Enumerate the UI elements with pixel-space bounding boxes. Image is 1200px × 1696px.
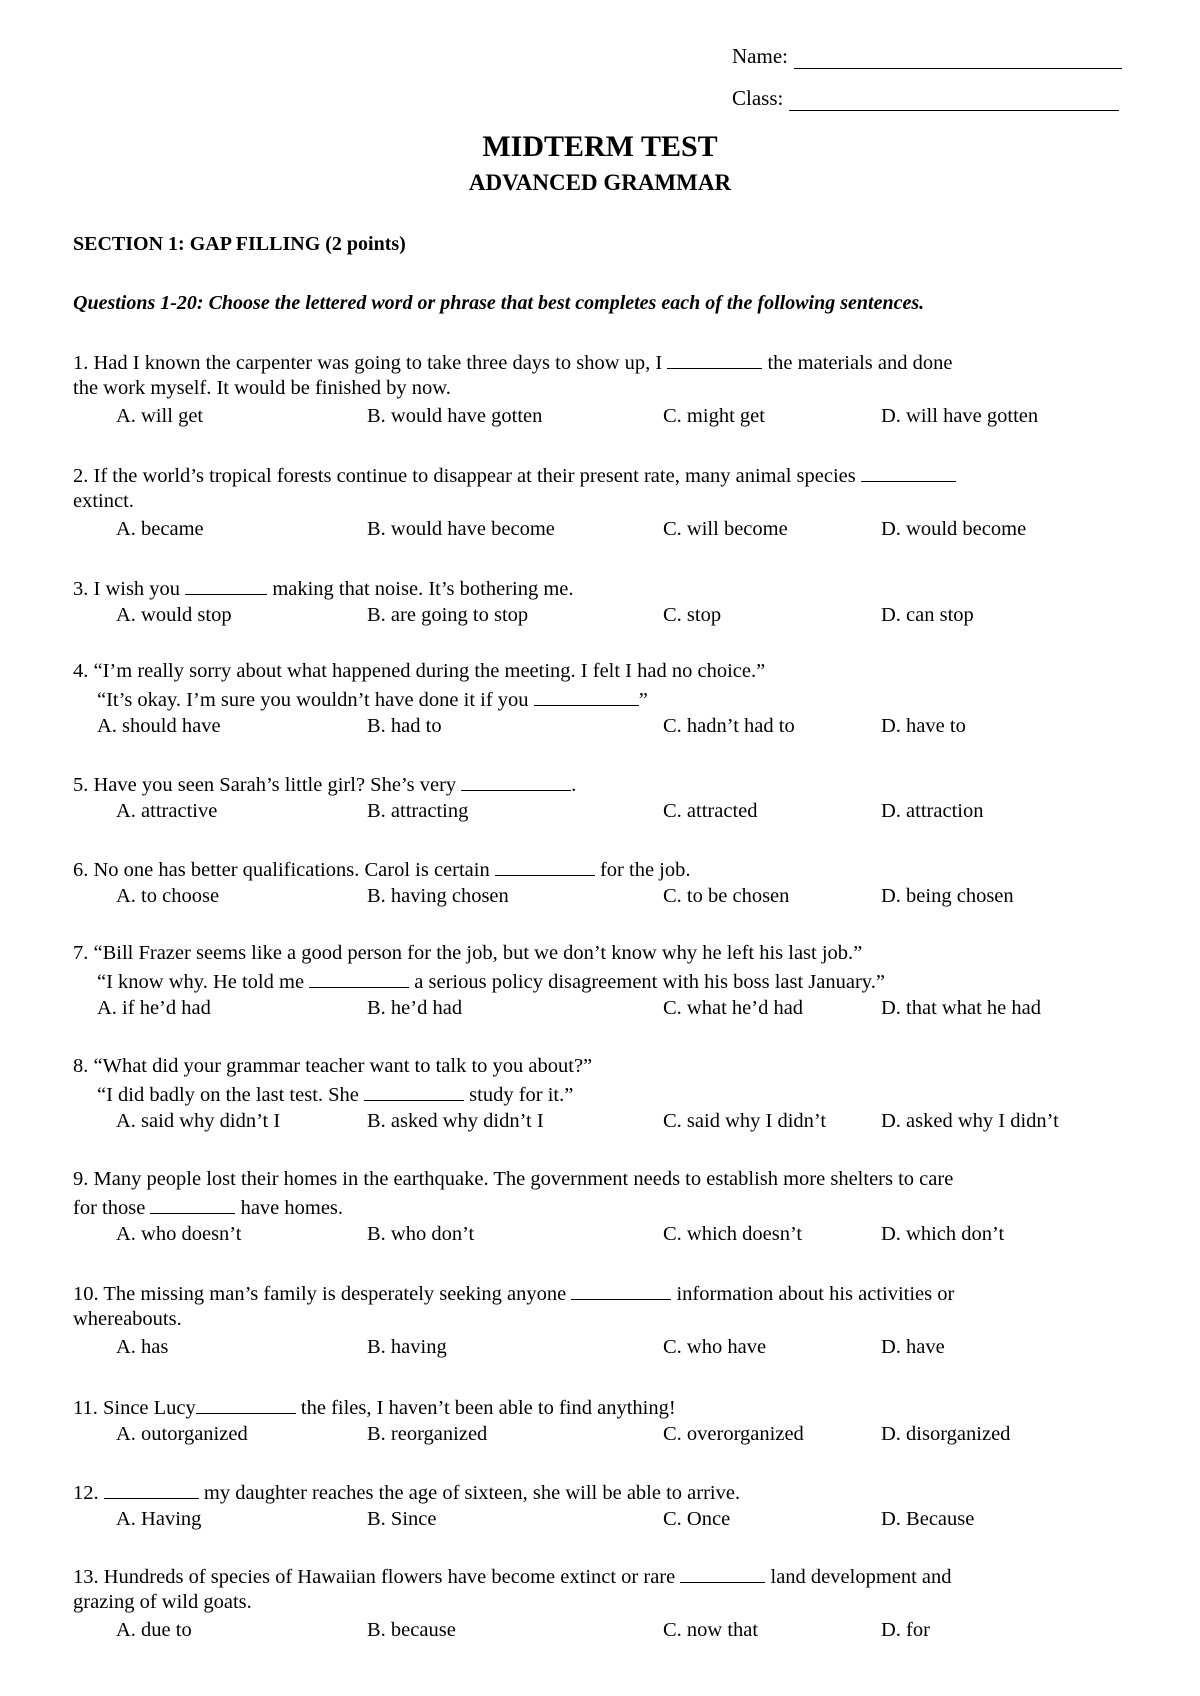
answer-option-c[interactable]: C. said why I didn’t [663, 1110, 827, 1132]
answer-option-c[interactable]: C. hadn’t had to [663, 715, 795, 737]
name-label: Name: [732, 44, 788, 68]
answer-blank[interactable] [461, 770, 571, 791]
answer-blank[interactable] [534, 685, 639, 706]
question-5 [73, 770, 1133, 825]
answer-options [73, 515, 1133, 543]
answer-option-a[interactable]: A. would stop [116, 604, 232, 626]
answer-blank[interactable] [309, 967, 409, 988]
question-1 [73, 348, 1133, 430]
question-text-line [73, 855, 1133, 882]
answer-option-d[interactable]: D. which don’t [881, 1223, 1005, 1245]
answer-option-d[interactable]: D. will have gotten [881, 405, 1039, 427]
question-text: 11. Since Lucy [73, 1397, 196, 1419]
answer-option-b[interactable]: B. attracting [367, 800, 469, 822]
question-text: ” [638, 689, 648, 711]
answer-option-a[interactable]: A. said why didn’t I [116, 1110, 281, 1132]
question-text: 3. I wish you [73, 578, 186, 600]
question-text: a serious policy disagreement with his boss last January.” [409, 971, 885, 993]
question-text: making that noise. It’s bothering me. [267, 578, 574, 600]
answer-option-b[interactable]: B. asked why didn’t I [367, 1110, 544, 1132]
answer-option-b[interactable]: B. would have become [367, 518, 555, 540]
question-8 [73, 1053, 1133, 1135]
class-blank[interactable] [789, 90, 1119, 111]
answer-option-a[interactable]: A. should have [97, 715, 221, 737]
answer-option-b[interactable]: B. are going to stop [367, 604, 529, 626]
question-text-line [73, 1306, 1133, 1333]
question-7 [73, 940, 1133, 1022]
question-text: 9. Many people lost their homes in the earthquake. The government needs to establish more shelters to care [73, 1168, 954, 1190]
question-text: grazing of wild goats. [73, 1591, 252, 1613]
answer-option-b[interactable]: B. having [367, 1336, 447, 1358]
answer-option-b[interactable]: B. had to [367, 715, 442, 737]
answer-option-b[interactable]: B. who don’t [367, 1223, 475, 1245]
answer-option-a[interactable]: A. will get [116, 405, 204, 427]
question-text-line [73, 488, 1133, 515]
answer-option-a[interactable]: A. who doesn’t [116, 1223, 242, 1245]
answer-option-d[interactable]: D. have to [881, 715, 966, 737]
answer-options [73, 1107, 1133, 1135]
answer-option-b[interactable]: B. would have gotten [367, 405, 543, 427]
answer-options [73, 882, 1133, 910]
answer-options [73, 1616, 1133, 1644]
question-text-line [73, 967, 1133, 994]
class-field-row [732, 86, 1119, 111]
answer-options [73, 1333, 1133, 1361]
answer-option-c[interactable]: C. attracted [663, 800, 758, 822]
answer-option-c[interactable]: C. Once [663, 1508, 731, 1530]
answer-option-c[interactable]: C. who have [663, 1336, 767, 1358]
question-text: 4. “I’m really sorry about what happened during the meeting. I felt I had no choice.” [73, 660, 766, 682]
answer-option-d[interactable]: D. for [881, 1619, 930, 1641]
question-text: 10. The missing man’s family is desperately seeking anyone [73, 1283, 572, 1305]
question-10 [73, 1279, 1133, 1361]
answer-options [73, 402, 1133, 430]
answer-blank[interactable] [571, 1279, 671, 1300]
question-text-line [73, 1080, 1133, 1107]
question-text-line [73, 461, 1133, 488]
answer-option-a[interactable]: A. Having [116, 1508, 202, 1530]
question-text: 8. “What did your grammar teacher want to talk to you about?” [73, 1055, 593, 1077]
question-text: “I did badly on the last test. She [97, 1084, 365, 1106]
question-text-line [73, 1562, 1133, 1589]
question-text: 13. Hundreds of species of Hawaiian flowers have become extinct or rare [73, 1566, 681, 1588]
question-text: whereabouts. [73, 1308, 182, 1330]
answer-option-d[interactable]: D. disorganized [881, 1423, 1011, 1445]
answer-option-c[interactable]: C. now that [663, 1619, 759, 1641]
answer-option-c[interactable]: C. what he’d had [663, 997, 804, 1019]
answer-option-c[interactable]: C. might get [663, 405, 765, 427]
class-label: Class: [732, 86, 784, 110]
question-9 [73, 1166, 1133, 1248]
answer-blank[interactable] [680, 1562, 765, 1583]
answer-option-a[interactable]: A. due to [116, 1619, 192, 1641]
answer-option-a[interactable]: A. outorganized [116, 1423, 248, 1445]
question-11 [73, 1393, 1133, 1448]
question-text-line [73, 1166, 1133, 1193]
answer-option-a[interactable]: A. to choose [116, 885, 220, 907]
question-text-line [73, 1393, 1133, 1420]
question-text: the materials and done [762, 352, 953, 374]
question-text-line [73, 770, 1133, 797]
answer-options [73, 1505, 1133, 1533]
question-text-line [73, 1053, 1133, 1080]
answer-option-b[interactable]: B. he’d had [367, 997, 463, 1019]
question-text: . [571, 774, 577, 796]
answer-option-d[interactable]: D. attraction [881, 800, 984, 822]
answer-option-d[interactable]: D. have [881, 1336, 945, 1358]
question-6 [73, 855, 1133, 910]
answer-options [73, 797, 1133, 825]
question-12 [73, 1478, 1133, 1533]
question-text: the work myself. It would be finished by now. [73, 377, 451, 399]
question-text: “I know why. He told me [97, 971, 310, 993]
answer-option-c[interactable]: C. which doesn’t [663, 1223, 803, 1245]
question-text-line [73, 348, 1133, 375]
question-4 [73, 658, 1133, 740]
answer-blank[interactable] [196, 1393, 296, 1414]
question-text-line [73, 1478, 1133, 1505]
answer-option-a[interactable]: A. became [116, 518, 204, 540]
section-title: SECTION 1: GAP FILLING (2 points) [73, 233, 406, 255]
answer-blank[interactable] [861, 461, 956, 482]
question-3 [73, 574, 1133, 629]
answer-option-a[interactable]: A. has [116, 1336, 169, 1358]
answer-option-d[interactable]: D. that what he had [881, 997, 1041, 1019]
question-text-line [73, 940, 1133, 967]
answer-blank[interactable] [364, 1080, 464, 1101]
answer-options [73, 1420, 1133, 1448]
answer-blank[interactable] [104, 1478, 199, 1499]
question-text: study for it.” [464, 1084, 574, 1106]
question-text-line [73, 1589, 1133, 1616]
question-2 [73, 461, 1133, 543]
answer-options [73, 994, 1133, 1022]
answer-option-d[interactable]: D. Because [881, 1508, 975, 1530]
answer-options [73, 601, 1133, 629]
name-field-row [732, 44, 1122, 69]
question-text: the files, I haven’t been able to find anything! [295, 1397, 676, 1419]
answer-blank[interactable] [495, 855, 595, 876]
page-title: MIDTERM TEST [482, 130, 718, 163]
answer-option-a[interactable]: A. if he’d had [97, 997, 211, 1019]
question-text-line [73, 375, 1133, 402]
answer-options [73, 1220, 1133, 1248]
question-text: have homes. [235, 1197, 344, 1219]
question-text-line [73, 1193, 1133, 1220]
answer-blank[interactable] [185, 574, 267, 595]
question-text: 2. If the world’s tropical forests continue to disappear at their present rate, many animal species [73, 465, 861, 487]
question-text: 12. [73, 1482, 104, 1504]
question-text: extinct. [73, 490, 134, 512]
answer-option-b[interactable]: B. reorganized [367, 1423, 488, 1445]
question-text-line [73, 685, 1133, 712]
answer-option-d[interactable]: D. being chosen [881, 885, 1014, 907]
question-text: 6. No one has better qualifications. Carol is certain [73, 859, 495, 881]
question-text: “It’s okay. I’m sure you wouldn’t have done it if you [97, 689, 534, 711]
question-text-line [73, 574, 1133, 601]
instructions: Questions 1-20: Choose the lettered word or phrase that best completes each of the following sentences. [73, 292, 925, 314]
question-text-line [73, 1279, 1133, 1306]
question-text: land development and [765, 1566, 952, 1588]
page-subtitle: ADVANCED GRAMMAR [468, 170, 732, 195]
answer-options [73, 712, 1133, 740]
answer-blank[interactable] [150, 1193, 235, 1214]
question-text-line [73, 658, 1133, 685]
question-text: 7. “Bill Frazer seems like a good person for the job, but we don’t know why he left his last job.” [73, 942, 863, 964]
answer-option-b[interactable]: B. because [367, 1619, 456, 1641]
answer-option-d[interactable]: D. can stop [881, 604, 974, 626]
answer-option-d[interactable]: D. asked why I didn’t [881, 1110, 1059, 1132]
question-text: for the job. [594, 859, 691, 881]
name-blank[interactable] [794, 48, 1122, 69]
question-text: 1. Had I known the carpenter was going to take three days to show up, I [73, 352, 668, 374]
answer-option-b[interactable]: B. Since [367, 1508, 437, 1530]
answer-option-d[interactable]: D. would become [881, 518, 1027, 540]
answer-option-c[interactable]: C. overorganized [663, 1423, 804, 1445]
question-text: information about his activities or [671, 1283, 955, 1305]
answer-option-c[interactable]: C. stop [663, 604, 722, 626]
answer-option-c[interactable]: C. to be chosen [663, 885, 790, 907]
question-text: my daughter reaches the age of sixteen, she will be able to arrive. [198, 1482, 741, 1504]
question-13 [73, 1562, 1133, 1644]
question-text: for those [73, 1197, 151, 1219]
answer-option-b[interactable]: B. having chosen [367, 885, 509, 907]
answer-blank[interactable] [667, 348, 762, 369]
answer-option-c[interactable]: C. will become [663, 518, 788, 540]
question-text: 5. Have you seen Sarah’s little girl? She’s very [73, 774, 462, 796]
answer-option-a[interactable]: A. attractive [116, 800, 218, 822]
